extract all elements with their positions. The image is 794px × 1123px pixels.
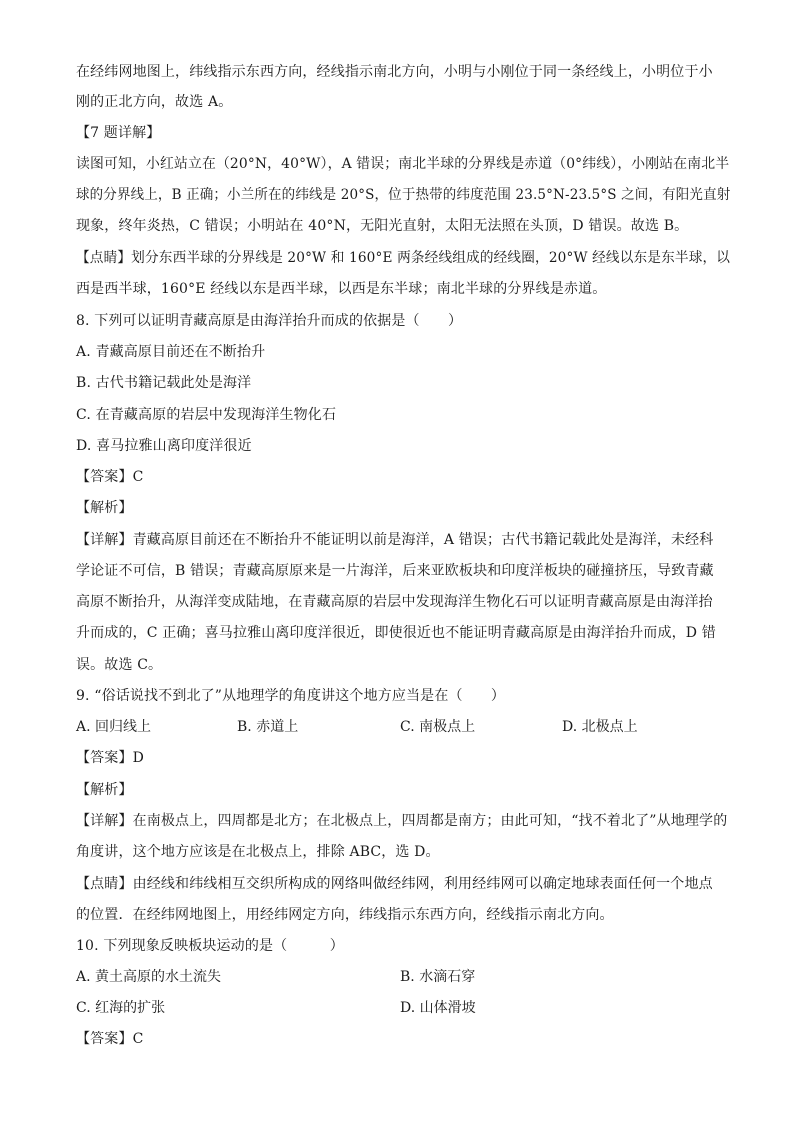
q6-continuation-line-2: 刚的正北方向，故选 A。 — [76, 94, 233, 110]
q9-dianjing-line-1: 【点睛】由经线和纬线相互交织所构成的网络叫做经纬网，利用经纬网可以确定地球表面任何一个地点 — [76, 876, 713, 892]
q9-option-b: B. 赤道上 — [237, 719, 299, 735]
q6-continuation-line-1: 在经纬网地图上，纬线指示东西方向，经线指示南北方向，小明与小刚位于同一条经线上，小明位于小 — [76, 64, 713, 80]
q9-option-d: D. 北极点上 — [562, 719, 638, 735]
q8-analysis-heading: 【解析】 — [76, 500, 133, 516]
q8-question: 8. 下列可以证明青藏高原是由海洋抬升而成的依据是（ ） — [76, 313, 463, 329]
q9-detail-line-1: 【详解】在南极点上，四周都是北方；在北极点上，四周都是南方；由此可知，“找不着北了”从地理学的 — [76, 813, 728, 829]
q8-detail-line-1: 【详解】青藏高原目前还在不断抬升不能证明以前是海洋，A 错误；古代书籍记载此处是海洋，未经科 — [76, 532, 714, 548]
q9-detail-line-2: 角度讲，这个地方应该是在北极点上，排除 ABC，选 D。 — [76, 844, 440, 860]
q8-option-c: C. 在青藏高原的岩层中发现海洋生物化石 — [76, 407, 337, 423]
q7-detail-line-1: 读图可知，小红站立在（20°N，40°W），A 错误；南北半球的分界线是赤道（0°纬线），小刚站在南北半 — [76, 156, 730, 172]
q9-question: 9. “俗话说找不到北了”从地理学的角度讲这个地方应当是在（ ） — [76, 688, 506, 704]
q8-option-d: D. 喜马拉雅山离印度洋很近 — [76, 438, 252, 454]
q10-option-d: D. 山体滑坡 — [400, 1000, 476, 1016]
q7-detail-line-2: 球的分界线上，B 正确；小兰所在的纬线是 20°S，位于热带的纬度范围 23.5°N-23.5°S 之间，有阳光直射 — [76, 187, 731, 203]
q10-option-b: B. 水滴石穿 — [400, 969, 476, 985]
q10-answer: 【答案】C — [76, 1031, 144, 1047]
q8-detail-line-5: 误。故选 C。 — [76, 657, 163, 673]
q10-option-c: C. 红海的扩张 — [76, 1000, 166, 1016]
q9-option-c: C. 南极点上 — [400, 719, 476, 735]
q7-dianjing-line-1: 【点睛】划分东西半球的分界线是 20°W 和 160°E 两条经线组成的经线圈，20°W 经线以东是东半球，以 — [76, 250, 731, 266]
q8-detail-line-2: 学论证不可信，B 错误；青藏高原原来是一片海洋，后来亚欧板块和印度洋板块的碰撞挤压，导致青藏 — [76, 563, 714, 579]
q7-detail-line-3: 现象，终年炎热，C 错误；小明站在 40°N，无阳光直射，太阳无法照在头顶，D 错误。故选 B。 — [76, 218, 689, 234]
q8-answer: 【答案】C — [76, 469, 144, 485]
q9-answer: 【答案】D — [76, 750, 144, 766]
q7-dianjing-line-2: 西是西半球，160°E 经线以东是西半球，以西是东半球；南北半球的分界线是赤道。 — [76, 281, 607, 297]
q9-analysis-heading: 【解析】 — [76, 782, 133, 798]
q7-detail-heading: 【7 题详解】 — [76, 125, 161, 141]
q9-dianjing-line-2: 的位置．在经纬网地图上，用经纬网定方向，纬线指示东西方向，经线指示南北方向。 — [76, 907, 614, 923]
q9-option-a: A. 回归线上 — [76, 719, 152, 735]
q8-detail-line-3: 高原不断抬升，从海洋变成陆地，在青藏高原的岩层中发现海洋生物化石可以证明青藏高原是由海洋抬 — [76, 594, 713, 610]
q10-option-a: A. 黄土高原的水土流失 — [76, 969, 222, 985]
q10-question: 10. 下列现象反映板块运动的是（ ） — [76, 938, 344, 954]
q8-detail-line-4: 升而成的，C 正确；喜马拉雅山离印度洋很近，即使很近也不能证明青藏高原是由海洋抬升而成，D 错 — [76, 625, 716, 641]
q8-option-a: A. 青藏高原目前还在不断抬升 — [76, 344, 266, 360]
q8-option-b: B. 古代书籍记载此处是海洋 — [76, 375, 252, 391]
